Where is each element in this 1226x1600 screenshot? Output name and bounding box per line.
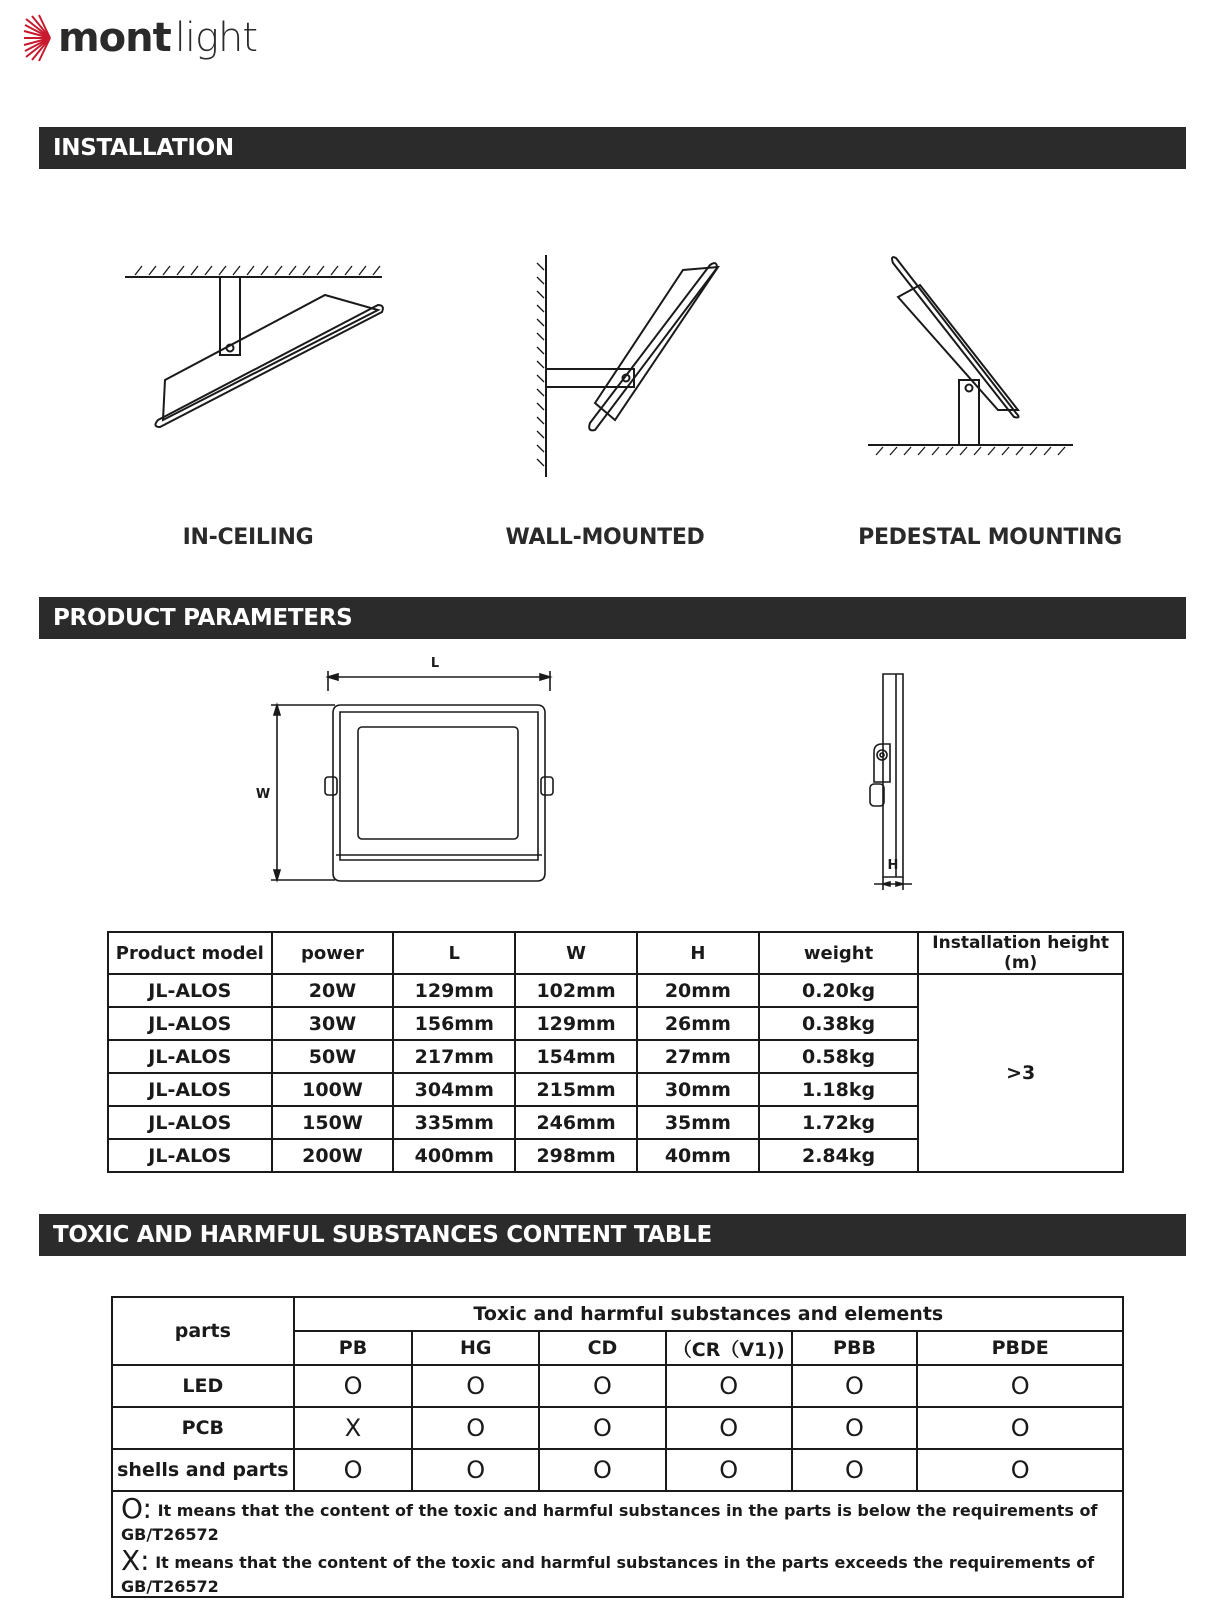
cell-weight: 1.72kg	[759, 1106, 919, 1139]
caption-in-ceiling: IN-CEILING	[182, 525, 314, 550]
cell-weight: 0.38kg	[759, 1007, 919, 1040]
table-row	[112, 1449, 1123, 1491]
toxic-substances-table	[111, 1296, 1124, 1598]
note-symbol: X:	[121, 1544, 150, 1577]
cell-power: 100W	[272, 1073, 394, 1106]
cell-power: 150W	[272, 1106, 394, 1139]
header-parts: parts	[112, 1297, 294, 1365]
table-header-row	[108, 932, 1123, 974]
cell-weight: 0.20kg	[759, 974, 919, 1007]
cell-value: O	[917, 1407, 1123, 1449]
header-width: W	[515, 932, 637, 974]
cell-value: O	[412, 1449, 539, 1491]
wall-mounted-diagram	[525, 255, 745, 475]
pedestal-mounting-diagram	[858, 255, 1078, 465]
cell-width: 102mm	[515, 974, 637, 1007]
cell-power: 200W	[272, 1139, 394, 1172]
legend-note-o	[112, 1491, 1123, 1544]
cell-installation-height: >3	[918, 974, 1123, 1172]
header-product-model: Product model	[108, 932, 272, 974]
brand-name-bold: mont	[58, 15, 171, 61]
cell-length: 217mm	[393, 1040, 515, 1073]
cell-model: JL-ALOS	[108, 1106, 272, 1139]
side-view-diagram	[860, 672, 940, 887]
cell-weight: 1.18kg	[759, 1073, 919, 1106]
cell-value: O	[539, 1407, 666, 1449]
cell-value: O	[412, 1407, 539, 1449]
cell-model: JL-ALOS	[108, 1073, 272, 1106]
front-view-diagram	[245, 655, 565, 890]
legend-note-x	[112, 1544, 1123, 1597]
cell-weight: 2.84kg	[759, 1139, 919, 1172]
cell-power: 30W	[272, 1007, 394, 1040]
note-symbol: O:	[121, 1492, 152, 1525]
cell-value: O	[666, 1449, 792, 1491]
cell-value: O	[792, 1407, 918, 1449]
cell-value: O	[412, 1365, 539, 1407]
cell-power: 50W	[272, 1040, 394, 1073]
header-cr: （CR（V1))	[666, 1331, 792, 1365]
section-header-toxic: TOXIC AND HARMFUL SUBSTANCES CONTENT TABLE	[39, 1214, 1186, 1256]
table-header-row	[112, 1297, 1123, 1331]
cell-length: 335mm	[393, 1106, 515, 1139]
cell-value: O	[666, 1365, 792, 1407]
cell-height: 35mm	[637, 1106, 759, 1139]
brand-logo	[24, 10, 257, 66]
header-height: H	[637, 932, 759, 974]
cell-height: 27mm	[637, 1040, 759, 1073]
table-row	[108, 974, 1123, 1007]
note-text: It means that the content of the toxic and harmful substances in the parts exceeds the requirements of GB/T26572	[121, 1553, 1095, 1596]
note-row	[112, 1491, 1123, 1544]
header-pb: PB	[294, 1331, 413, 1365]
brand-name-light: light	[174, 15, 258, 61]
section-header-parameters: PRODUCT PARAMETERS	[39, 597, 1186, 639]
cell-value: O	[666, 1407, 792, 1449]
cell-part: shells and parts	[112, 1449, 294, 1491]
header-power: power	[272, 932, 394, 974]
cell-value: O	[539, 1449, 666, 1491]
cell-width: 129mm	[515, 1007, 637, 1040]
sunburst-logo-icon	[24, 15, 54, 61]
cell-value: O	[792, 1365, 918, 1407]
cell-value: O	[294, 1449, 413, 1491]
cell-model: JL-ALOS	[108, 1139, 272, 1172]
header-pbde: PBDE	[917, 1331, 1123, 1365]
caption-wall-mounted: WALL-MOUNTED	[505, 525, 705, 550]
table-row	[112, 1365, 1123, 1407]
cell-length: 156mm	[393, 1007, 515, 1040]
header-installation-height: Installation height (m)	[918, 932, 1123, 974]
in-ceiling-diagram	[120, 255, 390, 445]
cell-width: 246mm	[515, 1106, 637, 1139]
header-pbb: PBB	[792, 1331, 918, 1365]
cell-value: O	[917, 1449, 1123, 1491]
section-header-installation: INSTALLATION	[39, 127, 1186, 169]
note-row	[112, 1544, 1123, 1597]
cell-height: 40mm	[637, 1139, 759, 1172]
header-substances-group: Toxic and harmful substances and elements	[294, 1297, 1123, 1331]
cell-length: 400mm	[393, 1139, 515, 1172]
cell-part: LED	[112, 1365, 294, 1407]
header-length: L	[393, 932, 515, 974]
dimension-label-l: L	[430, 656, 440, 671]
cell-height: 20mm	[637, 974, 759, 1007]
cell-model: JL-ALOS	[108, 974, 272, 1007]
table-row	[112, 1407, 1123, 1449]
cell-value: O	[917, 1365, 1123, 1407]
cell-value: X	[294, 1407, 413, 1449]
cell-width: 298mm	[515, 1139, 637, 1172]
header-weight: weight	[759, 932, 919, 974]
cell-weight: 0.58kg	[759, 1040, 919, 1073]
cell-value: O	[539, 1365, 666, 1407]
dimension-label-w: W	[255, 787, 271, 802]
cell-length: 304mm	[393, 1073, 515, 1106]
cell-width: 154mm	[515, 1040, 637, 1073]
caption-pedestal-mounting: PEDESTAL MOUNTING	[858, 525, 1122, 550]
cell-power: 20W	[272, 974, 394, 1007]
cell-width: 215mm	[515, 1073, 637, 1106]
cell-height: 26mm	[637, 1007, 759, 1040]
dimension-label-h: H	[887, 858, 899, 873]
note-text: It means that the content of the toxic and harmful substances in the parts is below the requirements of GB/T26572	[121, 1501, 1098, 1544]
cell-length: 129mm	[393, 974, 515, 1007]
cell-value: O	[792, 1449, 918, 1491]
header-hg: HG	[412, 1331, 539, 1365]
cell-value: O	[294, 1365, 413, 1407]
header-cd: CD	[539, 1331, 666, 1365]
cell-model: JL-ALOS	[108, 1040, 272, 1073]
cell-model: JL-ALOS	[108, 1007, 272, 1040]
cell-part: PCB	[112, 1407, 294, 1449]
cell-height: 30mm	[637, 1073, 759, 1106]
product-parameters-table	[107, 931, 1124, 1173]
